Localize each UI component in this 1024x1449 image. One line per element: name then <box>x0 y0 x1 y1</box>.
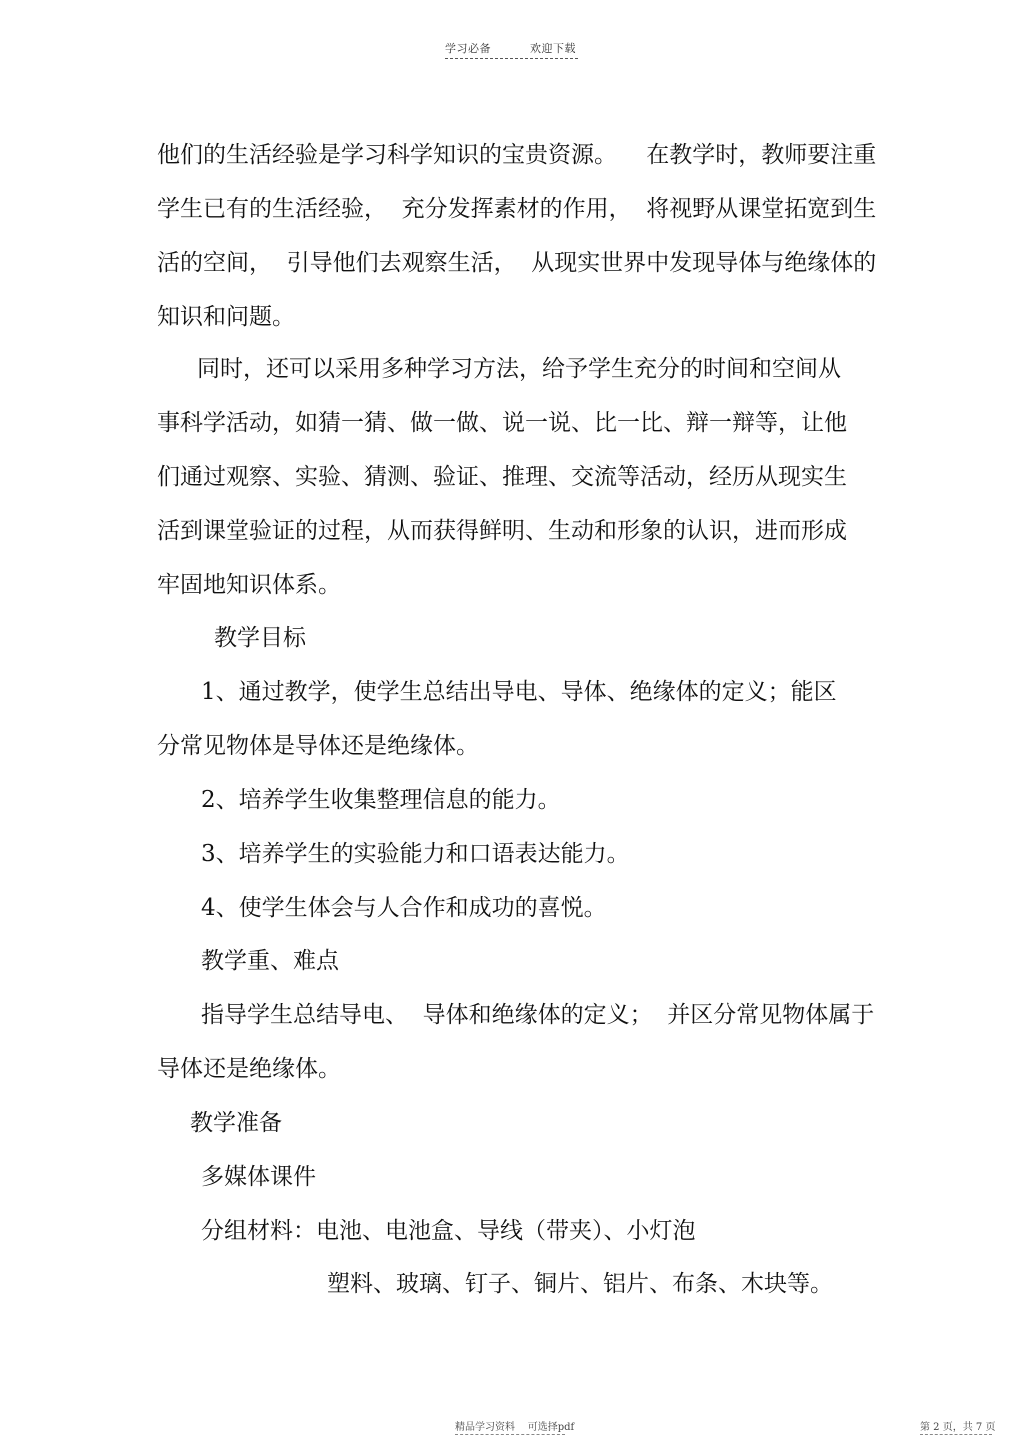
body-line: 他们的生活经验是学习科学知识的宝贵资源。 在教学时，教师要注重 <box>157 142 877 168</box>
body-line: 1、通过教学，使学生总结出导电、导体、绝缘体的定义；能区 <box>201 679 837 705</box>
section-heading: 教学重、难点 <box>201 948 339 974</box>
body-line: 知识和问题。 <box>157 304 295 330</box>
body-line: 牢固地知识体系。 <box>157 572 341 598</box>
body-line: 多媒体课件 <box>201 1164 316 1190</box>
body-line: 导体还是绝缘体。 <box>157 1056 341 1082</box>
body-line: 2、培养学生收集整理信息的能力。 <box>201 787 561 813</box>
body-line: 学生已有的生活经验， 充分发挥素材的作用， 将视野从课堂拓宽到生 <box>157 196 877 222</box>
section-heading: 教学准备 <box>190 1110 282 1136</box>
body-line: 分常见物体是导体还是绝缘体。 <box>157 733 479 759</box>
header-left-text: 学习必备 <box>445 42 491 55</box>
body-line: 活到课堂验证的过程，从而获得鲜明、生动和形象的认识，进而形成 <box>157 518 847 544</box>
section-heading: 教学目标 <box>214 625 306 651</box>
footer-left-text: 精品学习资料 可选择pdf <box>455 1422 575 1433</box>
body-line: 们通过观察、实验、猜测、验证、推理、交流等活动，经历从现实生 <box>157 464 847 490</box>
body-line: 4、使学生体会与人合作和成功的喜悦。 <box>201 895 607 921</box>
body-line: 事科学活动，如猜一猜、做一做、说一说、比一比、辩一辩等，让他 <box>157 410 847 436</box>
page-number: 第 2 页，共 7 页 <box>920 1422 996 1433</box>
body-line: 活的空间， 引导他们去观察生活， 从现实世界中发现导体与绝缘体的 <box>157 250 877 276</box>
body-line: 指导学生总结导电、 导体和绝缘体的定义； 并区分常见物体属于 <box>201 1002 875 1028</box>
body-line: 分组材料：电池、电池盒、导线（带夹）、小灯泡 <box>201 1218 696 1244</box>
body-line: 同时，还可以采用多种学习方法，给予学生充分的时间和空间从 <box>197 356 841 382</box>
footer-right-divider <box>920 1434 992 1435</box>
header-divider <box>445 58 578 59</box>
body-line: 塑料、玻璃、钉子、铜片、铝片、布条、木块等。 <box>327 1271 833 1297</box>
body-line: 3、培养学生的实验能力和口语表达能力。 <box>201 841 630 867</box>
footer-left-divider <box>455 1434 565 1435</box>
header-right-text: 欢迎下载 <box>530 42 576 55</box>
